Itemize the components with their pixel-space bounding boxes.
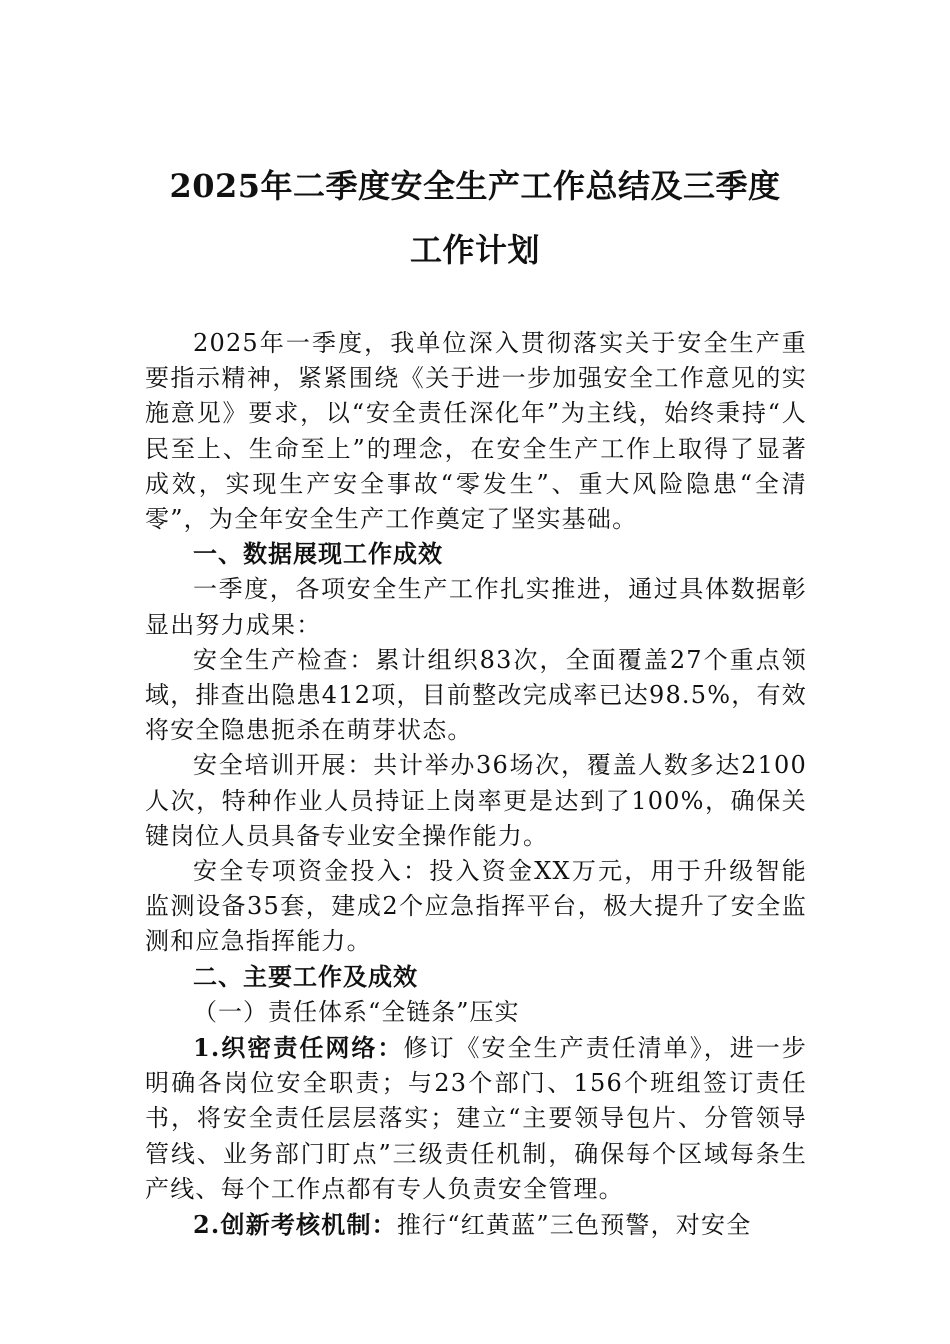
document-title-line-1: 2025年二季度安全生产工作总结及三季度 <box>169 167 781 205</box>
item-1-text: 修订《安全生产责任清单》，进一步明确各岗位安全职责；与23个部门、156个班组签订责任书，将安全责任层层落实；建立“主要领导包片、分管领导管线、业务部门盯点”三级责任机制，确保每个区域每条生产线、每个工作点都有专人负责安全管理。 <box>145 1034 808 1203</box>
section-1-paragraph-4: 安全专项资金投入：投入资金XX万元，用于升级智能监测设备35套，建成2个应急指挥平台，极大提升了安全监测和应急指挥能力。 <box>145 857 807 956</box>
item-1-lead: 1.织密责任网络： <box>193 1033 404 1063</box>
section-1-paragraph-3: 安全培训开展：共计举办36场次，覆盖人数多达2100人次，特种作业人员持证上岗率更是达到了100%，确保关键岗位人员具备专业安全操作能力。 <box>145 751 807 850</box>
document-body <box>145 326 807 1243</box>
section-1-heading: 一、数据展现工作成效 <box>193 540 443 569</box>
intro-paragraph: 2025年一季度，我单位深入贯彻落实关于安全生产重要指示精神，紧紧围绕《关于进一步加强安全工作意见的实施意见》要求，以“安全责任深化年”为主线，始终秉持“人民至上、生命至上”的理念，在安全生产工作上取得了显著成效，实现生产安全事故“零发生”、重大风险隐患“全清零”，为全年安全生产工作奠定了坚实基础。 <box>145 329 807 534</box>
section-2-subheading-1: （一）责任体系“全链条”压实 <box>193 997 520 1026</box>
section-2-item-1 <box>145 1030 807 1207</box>
section-2-item-2 <box>145 1207 807 1243</box>
document-title-line-2: 工作计划 <box>409 231 540 269</box>
item-2-lead: 2.创新考核机制： <box>193 1210 397 1240</box>
section-1-paragraph-2: 安全生产检查：累计组织83次，全面覆盖27个重点领域，排查出隐患412项，目前整改完成率已达98.5%，有效将安全隐患扼杀在萌芽状态。 <box>145 645 807 745</box>
section-2-heading: 二、主要工作及成效 <box>193 962 418 991</box>
item-2-text: 推行“红黄蓝”三色预警，对安全 <box>396 1211 752 1240</box>
section-1-paragraph-1: 一季度，各项安全生产工作扎实推进，通过具体数据彰显出努力成果： <box>145 575 807 639</box>
